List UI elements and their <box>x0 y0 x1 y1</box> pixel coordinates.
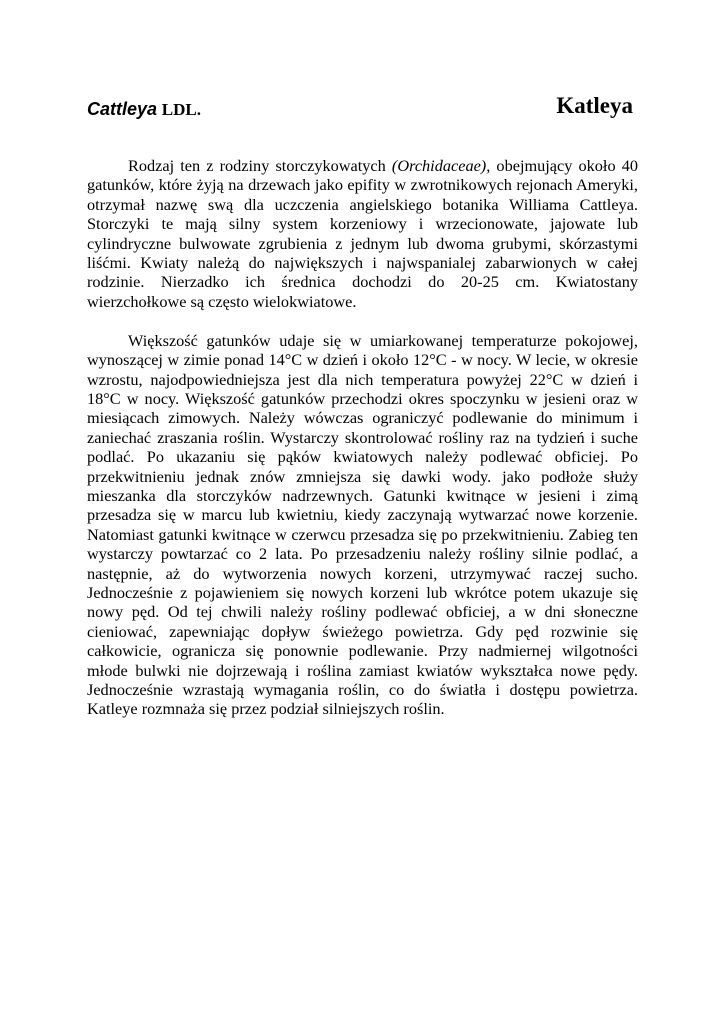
page-header <box>87 92 635 126</box>
common-name-title: Katleya <box>556 93 633 118</box>
botanical-name <box>87 98 201 121</box>
family-latin-name: (Orchidaceae), <box>391 156 491 175</box>
paragraph-description <box>87 156 638 311</box>
paragraph-description-intro: Rodzaj ten z rodziny storczykowatych <box>128 156 392 175</box>
paragraph-description-rest: obejmujący około 40 gatunków, które żyją na drzewach jako epifity w zwrotnikowych rejonach Ameryki, otrzymał nazwę swą dla uczczenia angielskiego botanika Williama Cattleya. Storczyki te mają silny system korzeniowy i wrzecionowate, jajowate lub cylindryczne bulwowate zgrubienia z jednym lub dwoma grubymi, skórzastymi liśćmi. Kwiaty należą do największych i najwspanialej zabarwionych w całej rodzinie. Nierzadko ich średnica dochodzi do 20-25 cm. Kwiatostany wierzchołkowe są często wielokwiatowe. <box>87 156 639 311</box>
article-body <box>87 156 638 719</box>
author-abbreviation: LDL. <box>161 100 201 119</box>
genus-name: Cattleya <box>87 99 158 119</box>
paragraph-cultivation: Większość gatunków udaje się w umiarkowanej temperaturze pokojowej, wynoszącej w zimie ponad 14°C w dzień i około 12°C - w nocy. W lecie, w okresie wzrostu, najodpowiedniejsza jest dla nich temperatura powyżej 22°C w dzień i 18°C w nocy. Większość gatunków przechodzi okres spoczynku w jesieni oraz w miesiącach zimowych. Należy wówczas ograniczyć podlewanie do minimum i zaniechać zraszania roślin. Wystarczy skontrolować rośliny raz na tydzień i suche podlać. Po ukazaniu się pąków kwiatowych należy podlewać obficiej. Po przekwitnieniu jednak znów zmniejsza się dawki wody. jako podłoże służy mieszanka dla storczyków nadrzewnych. Gatunki kwitnące w jesieni i zimą przesadza się w marcu lub kwietniu, kiedy zaczynają wytwarzać nowe korzenie. Natomiast gatunki kwitnące w czerwcu przesadza się po przekwitnieniu. Zabieg ten wystarczy powtarzać co 2 lata. Po przesadzeniu należy rośliny silnie podlać, a następnie, aż do wytworzenia nowych korzeni, utrzymywać raczej sucho. Jednocześnie z pojawieniem się nowych korzeni lub wkrótce potem ukazuje się nowy pęd. Od tej chwili należy rośliny podlewać obficiej, a w dni słoneczne cieniować, zapewniając dopływ świeżego powietrza. Gdy pęd rozwinie się całkowicie, ogranicza się ponownie podlewanie. Przy nadmiernej wilgotności młode bulwki nie dojrzewają i roślina zamiast kwiatów wykształca nowe pędy. Jednocześnie wzrastają wymagania roślin, co do światła i dostępu powietrza. Katleye rozmnaża się przez podział silniejszych roślin. <box>87 330 638 719</box>
